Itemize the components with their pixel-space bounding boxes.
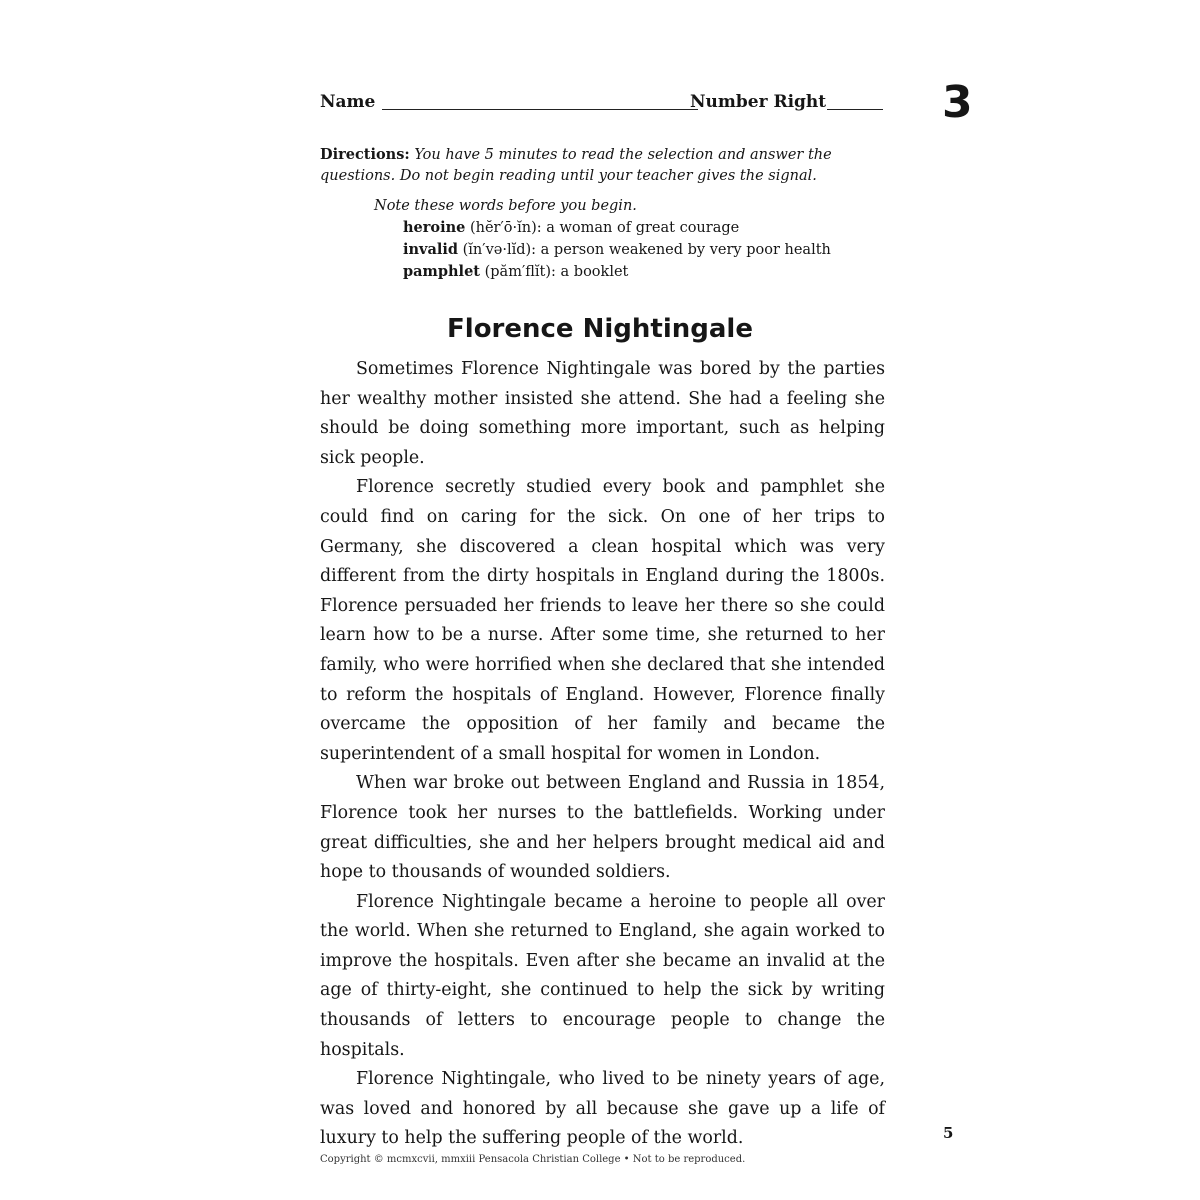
story-paragraph: Florence Nightingale became a heroine to people all over the world. When she returned to England, she again worked to improve the hospitals. Even after she became an invalid at the age of thirty-eight, she continued to help the sick by writing thousands of letters to encourage people to change the hospitals. <box>320 891 885 1060</box>
copyright-notice: Copyright © mcmxcvii, mmxiii Pensacola Christian College • Not to be reproduced. <box>320 1154 746 1165</box>
vocabulary-word: pamphlet <box>403 263 480 280</box>
vocabulary-note: Note these words before you begin. <box>374 198 637 214</box>
lesson-number: 3 <box>942 77 973 128</box>
story-paragraph: Florence secretly studied every book and pamphlet she could find on caring for the sick. On one of her trips to Germany, she discovered a clean hospital which was very different from the dirty hospitals in England during the 1800s. Florence persuaded her friends to leave her there so she could learn how to be a nurse. After some time, she returned to her family, who were horrified when she declared that she intended to reform the hospitals of England. However, Florence finally overcame the opposition of her family and became the superintendent of a small hospital for women in London. <box>320 477 885 764</box>
story-title: Florence Nightingale <box>447 314 753 344</box>
vocabulary-box <box>374 196 894 283</box>
vocabulary-item <box>374 261 894 283</box>
page-number: 5 <box>943 1124 954 1142</box>
header-row <box>320 92 900 120</box>
number-right-label: Number Right <box>690 92 827 112</box>
name-label: Name <box>320 92 376 112</box>
vocabulary-item <box>374 217 894 239</box>
vocabulary-item <box>374 239 894 261</box>
directions-label: Directions: <box>320 146 410 163</box>
vocabulary-definition: a woman of great courage <box>546 220 740 236</box>
vocabulary-definition: a booklet <box>560 264 629 280</box>
number-right-blank-line[interactable] <box>827 109 883 110</box>
directions-text: You have 5 minutes to read the selection and answer the questions. Do not begin reading until your teacher gives the signal. <box>320 147 832 184</box>
vocabulary-definition: a person weakened by very poor health <box>540 242 831 258</box>
vocabulary-pronunciation: (păm′flĭt): <box>484 264 556 280</box>
name-blank-line[interactable] <box>382 109 698 110</box>
story-paragraph: Florence Nightingale, who lived to be ninety years of age, was loved and honored by all because she gave up a life of luxury to help the suffering people of the world. <box>320 1069 885 1149</box>
story-paragraph: Sometimes Florence Nightingale was bored by the parties her wealthy mother insisted she attend. She had a feeling she should be doing something more important, such as helping sick people. <box>320 359 885 468</box>
story-paragraph: When war broke out between England and Russia in 1854, Florence took her nurses to the battlefields. Working under great difficulties, she and her helpers brought medical aid and hope to thousands of wounded soldiers. <box>320 773 885 883</box>
directions <box>320 144 880 187</box>
story-body <box>320 355 885 1154</box>
vocabulary-pronunciation: (ĭn′və·lĭd): <box>462 242 537 258</box>
vocabulary-pronunciation: (hĕr′ō·ĭn): <box>469 220 542 236</box>
vocabulary-word: invalid <box>403 241 459 258</box>
vocabulary-word: heroine <box>403 219 466 236</box>
